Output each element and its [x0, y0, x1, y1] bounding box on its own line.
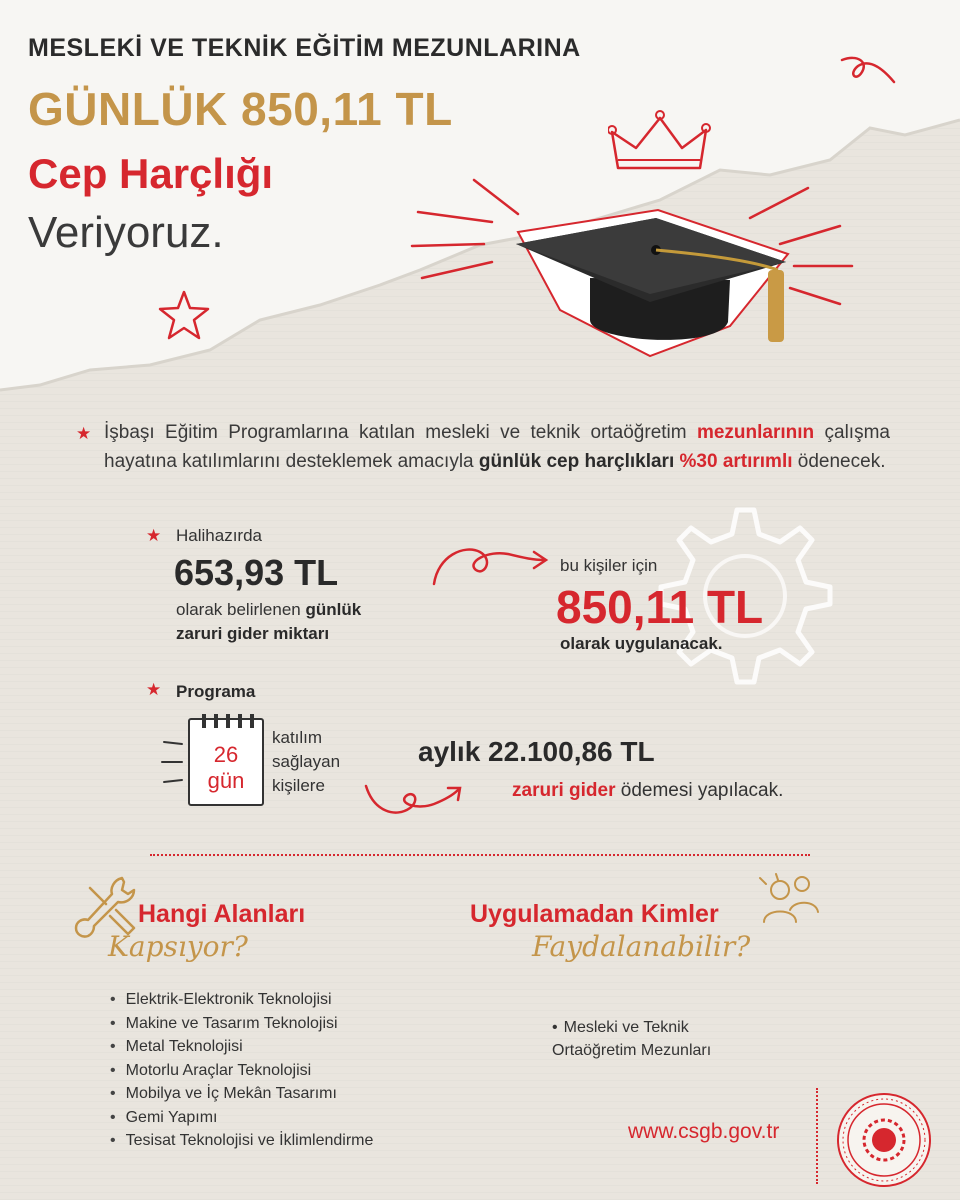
intro-paragraph: İşbaşı Eğitim Programlarına katılan mesleki ve teknik ortaöğretim mezunlarının çalışma hayatına katılımlarını desteklemek amacıyla günlük cep harçlıkları %30 artırımlı ödenecek.: [104, 422, 890, 472]
current-label: Halihazırda: [176, 526, 262, 545]
program-line3: kişilere: [272, 776, 325, 795]
list-item: • Makine ve Tasarım Teknolojisi: [110, 1012, 373, 1036]
new-rate-desc: olarak uygulanacak.: [560, 634, 723, 653]
program-line1: katılım: [272, 728, 323, 747]
list-item: • Mobilya ve İç Mekân Tasarımı: [110, 1082, 373, 1106]
star-icon: [156, 288, 212, 344]
areas-list: [110, 988, 373, 1153]
graduation-cap-icon: [400, 170, 860, 380]
list-item: • Tesisat Teknolojisi ve İklimlendirme: [110, 1129, 373, 1153]
arrow-icon: [362, 778, 466, 824]
current-amount: 653,93 TL: [174, 552, 339, 593]
arrow-icon: [428, 536, 552, 590]
calendar-icon: [188, 718, 264, 806]
people-icon: [756, 872, 826, 936]
swirl-icon: [838, 52, 898, 92]
list-item: • Metal Teknolojisi: [110, 1035, 373, 1059]
list-item: • Gemi Yapımı: [110, 1106, 373, 1130]
tassel-icon: [768, 270, 784, 342]
ministry-seal-icon: [834, 1090, 934, 1190]
star-icon: ★: [146, 526, 162, 545]
crown-icon: [608, 108, 712, 178]
footer-divider: [816, 1088, 818, 1184]
new-rate-amount: 850,11 TL: [556, 581, 764, 633]
beneficiaries-subtitle: Faydalanabilir?: [532, 930, 751, 963]
star-icon: ★: [76, 424, 92, 443]
current-desc-line2: zaruri gider miktarı: [176, 624, 330, 643]
list-item: • Motorlu Araçlar Teknolojisi: [110, 1059, 373, 1083]
list-item: • Elektrik-Elektronik Teknolojisi: [110, 988, 373, 1012]
header-amount: GÜNLÜK 850,11 TL: [28, 83, 453, 135]
header-title: Cep Harçlığı: [28, 150, 274, 197]
calendar-motion-lines: [160, 732, 190, 792]
areas-subtitle: Kapsıyor?: [108, 930, 248, 963]
new-rate-label: bu kişiler için: [560, 556, 658, 575]
program-label: Programa: [176, 682, 256, 701]
website-link[interactable]: www.csgb.gov.tr: [628, 1120, 780, 1143]
calendar-number: 26: [213, 742, 239, 767]
calendar-unit: gün: [207, 768, 245, 793]
section-divider: [150, 854, 810, 856]
program-line2: sağlayan: [272, 752, 341, 771]
areas-title: Hangi Alanları: [138, 900, 306, 928]
current-desc-line1: olarak belirlenen günlük: [176, 600, 362, 619]
star-icon: ★: [146, 680, 162, 699]
header-subtitle: MESLEKİ VE TEKNİK EĞİTİM MEZUNLARINA: [28, 34, 581, 62]
monthly-payment-desc: zaruri gider ödemesi yapılacak.: [512, 780, 784, 801]
header-tagline: Veriyoruz.: [28, 208, 224, 257]
monthly-amount: aylık 22.100,86 TL: [418, 736, 655, 767]
beneficiaries-item: • Mesleki ve Teknik Ortaöğretim Mezunları: [552, 1019, 712, 1059]
beneficiaries-title: Uygulamadan Kimler: [470, 900, 719, 928]
